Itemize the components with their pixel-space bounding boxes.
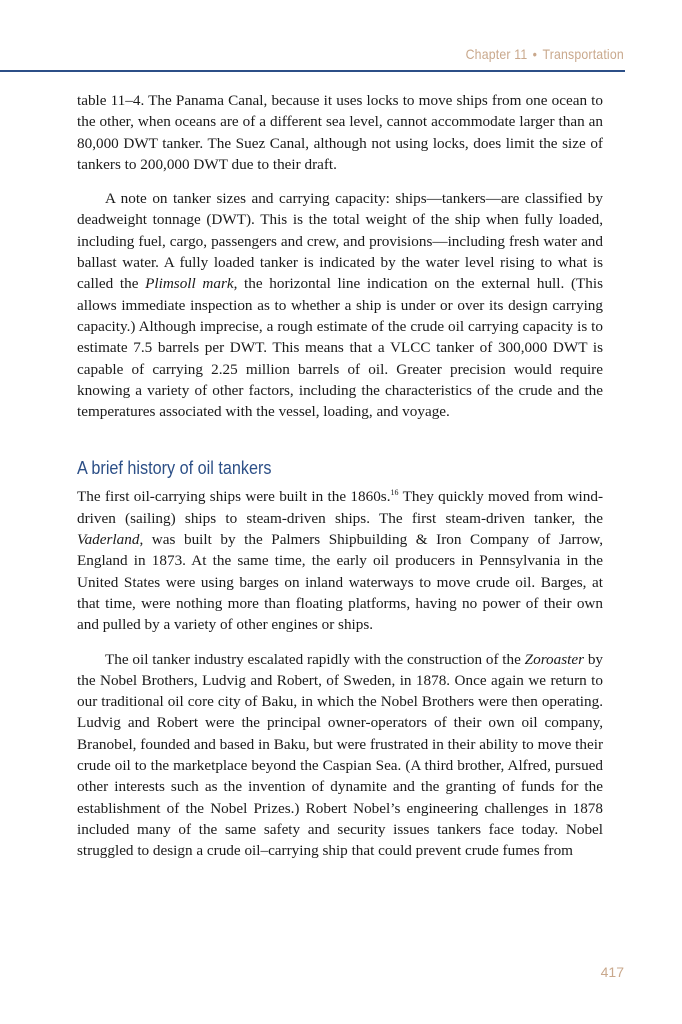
paragraph-3-text-b: They quickly moved from wind-driven (sailing) ships to steam-driven ships. The first steam-driven tanker, the xyxy=(77,488,604,527)
page-body xyxy=(77,90,603,862)
chapter-label: Chapter 11 xyxy=(465,46,528,62)
paragraph-1 xyxy=(77,90,603,175)
paragraph-2-text-a: A note on tanker sizes and carrying capacity: ships—tankers—are classified by deadweight tonnage (DWT). This is the total weight of the ship when fully loaded, including fuel, cargo, passengers and crew, and provisions—including fresh water and ballast water. A fully loaded tanker is indicated by the water level rising to what is called the xyxy=(77,190,603,293)
plimsoll-mark-term: Plimsoll mark xyxy=(145,275,234,293)
paragraph-3 xyxy=(77,486,603,635)
paragraph-1-text: table 11–4. The Panama Canal, because it uses locks to move ships from one ocean to the other, when oceans are of a different sea level, cannot accommodate larger than an 80,000 DWT tanker. The Suez Canal, although not using locks, does limit the size of tankers to 200,000 DWT due to their draft. xyxy=(77,92,603,173)
section-heading: A brief history of oil tankers xyxy=(77,458,272,479)
bullet-separator: • xyxy=(532,46,538,62)
ship-name-vaderland: Vaderland xyxy=(77,531,140,549)
paragraph-4-text-a: The oil tanker industry escalated rapidly with the construction of the xyxy=(105,650,525,668)
footnote-marker: 16 xyxy=(390,488,399,498)
section-label: Transportation xyxy=(542,46,624,62)
paragraph-2 xyxy=(77,188,603,422)
ship-name-zoroaster: Zoroaster xyxy=(524,650,585,668)
header-rule xyxy=(0,70,625,72)
paragraph-4-text-b: by the Nobel Brothers, Ludvig and Robert, of Sweden, in 1878. Once again we return to our traditional oil core city of Baku, in which the Nobel Brothers were then operating. Ludvig and Robert were the principal owner-operators of their own oil company, Branobel, founded and based in Baku, but were frustrated in their ability to move their crude oil to the marketplace beyond the Caspian Sea. (A third brother, Alfred, pursued other interests such as the invention of dynamite and the granting of funds for the establishment of the Nobel Prizes.) Robert Nobel’s engineering challenges in 1878 included many of the same safety and security issues tankers face today. Nobel struggled to design a crude oil–carrying ship that could prevent crude fumes from xyxy=(77,650,603,860)
paragraph-4 xyxy=(77,649,603,862)
page-number: 417 xyxy=(600,964,624,980)
paragraph-3-text-a: The first oil-carrying ships were built in the 1860s. xyxy=(77,488,391,506)
running-header xyxy=(466,46,624,62)
paragraph-3-text-c: , was built by the Palmers Shipbuilding & Iron Company of Jarrow, England in 1873. At the same time, the early oil producers in Pennsylvania in the United States were using barges on inland waterways to move crude oil. Barges, at that time, were nothing more than floating platforms, having no power of their own and pulled by a variety of other engines or ships. xyxy=(77,531,603,634)
paragraph-2-text-b: , the horizontal line indication on the external hull. (This allows immediate inspection as to whether a ship is under or over its design carrying capacity.) Although imprecise, a rough estimate of the crude oil carrying capacity is to estimate 7.5 barrels per DWT. This means that a VLCC tanker of 300,000 DWT is capable of carrying 2.25 million barrels of oil. Greater precision would require knowing a variety of other factors, including the characteristics of the crude and the temperatures associated with the vessel, loading, and voyage. xyxy=(77,275,603,421)
